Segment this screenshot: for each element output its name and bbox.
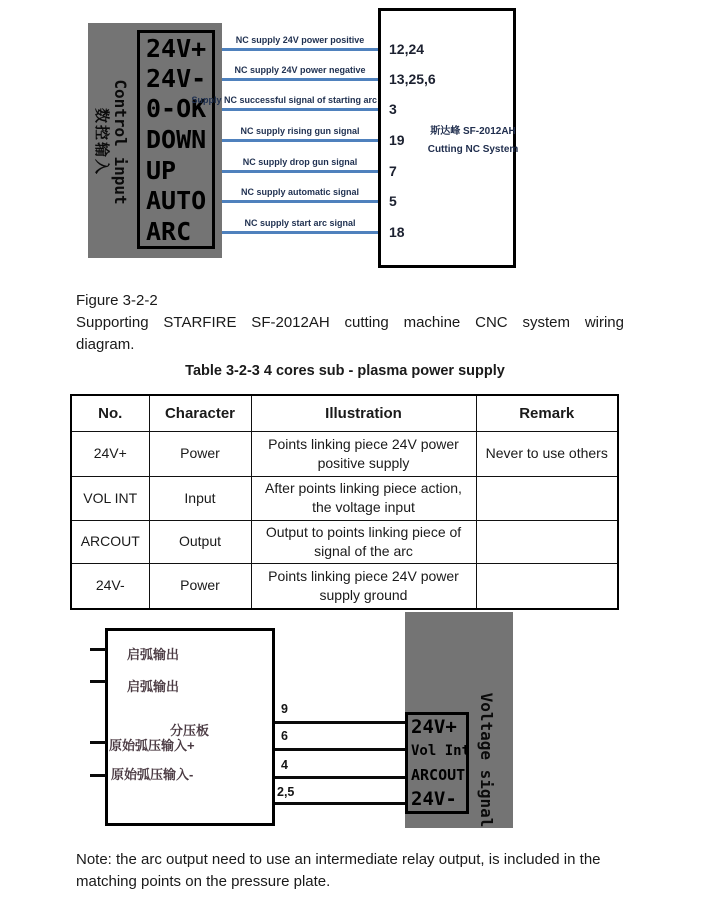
vterm-24v-minus: 24V- <box>411 788 457 810</box>
col-header-illustration: Illustration <box>251 395 476 431</box>
wire-pin-9 <box>275 721 405 724</box>
figure-top-diagram <box>0 0 724 280</box>
note-line1: Note: the arc output need to use an intermediate relay output, is included in the <box>76 851 601 868</box>
cell-illustration: After points linking piece action, the voltage input <box>251 476 476 520</box>
control-terminal-box <box>137 30 215 249</box>
figure-caption-line2: diagram. <box>76 336 135 353</box>
wire-number-6: 6 <box>281 729 288 743</box>
figure-bottom-diagram <box>0 600 724 840</box>
control-input-label-en: Control input <box>111 79 130 205</box>
wire-pin-2-5 <box>275 802 405 805</box>
terminal-auto: AUTO <box>146 186 207 215</box>
wire-label-24v-negative: NC supply 24V power negative <box>234 65 366 75</box>
wire-start-arc <box>222 231 378 234</box>
wire-pin-4 <box>275 776 405 779</box>
pin-12-24: 12,24 <box>389 41 425 57</box>
wire-24v-positive <box>222 48 378 51</box>
pin-19: 19 <box>389 132 405 148</box>
terminal-down: DOWN <box>146 125 207 154</box>
pin-18: 18 <box>389 224 405 240</box>
nc-system-box <box>378 8 519 268</box>
voltage-terminal-box <box>405 712 469 814</box>
arc-voltage-input-neg-label: 原始弧压输入- <box>111 767 194 782</box>
cell-character: Power <box>149 563 251 609</box>
cell-character: Output <box>149 520 251 563</box>
table-row <box>71 476 618 520</box>
divider-board-label: 分压板 <box>170 723 210 738</box>
note-line2: matching points on the pressure plate. <box>76 873 331 890</box>
col-header-character: Character <box>149 395 251 431</box>
pin-13-25-6: 13,25,6 <box>389 71 436 87</box>
figure-caption-line1: Supporting STARFIRE SF-2012AH cutting machine CNC system wiring <box>76 314 624 331</box>
cell-remark <box>476 476 618 520</box>
table-row <box>71 431 618 476</box>
cell-remark: Never to use others <box>476 431 618 476</box>
wire-label-drop-gun: NC supply drop gun signal <box>242 157 358 167</box>
cell-illustration: Points linking piece 24V power positive supply <box>251 431 476 476</box>
terminal-arc: ARC <box>146 217 192 246</box>
control-input-label-cn: 数控输入 <box>93 107 110 176</box>
cell-illustration: Points linking piece 24V power supply ground <box>251 563 476 609</box>
arc-output-label-1: 启弧输出 <box>127 647 180 662</box>
cell-remark <box>476 520 618 563</box>
voltage-signal-rotated-label: Voltage signal <box>477 692 496 828</box>
nc-system-name-en: Cutting NC System <box>427 144 519 155</box>
terminal-24v-plus: 24V+ <box>146 34 207 63</box>
vterm-vol-int: Vol Int <box>411 743 471 759</box>
pin-3: 3 <box>389 101 397 117</box>
stub-input-pos <box>90 741 106 744</box>
table-title: Table 3-2-3 4 cores sub - plasma power supply <box>185 363 505 379</box>
vterm-24v-plus: 24V+ <box>411 716 457 738</box>
table-header-row <box>71 395 618 431</box>
stub-output-2 <box>90 680 106 683</box>
cell-character: Power <box>149 431 251 476</box>
arc-output-label-2: 启弧输出 <box>127 679 180 694</box>
cell-no: 24V+ <box>71 431 149 476</box>
wire-label-automatic: NC supply automatic signal <box>240 187 360 197</box>
stub-output-1 <box>90 648 106 651</box>
wire-number-9: 9 <box>281 702 288 716</box>
vterm-arcout: ARCOUT <box>411 766 466 784</box>
terminal-24v-minus: 24V- <box>146 64 207 93</box>
arc-voltage-input-pos-label: 原始弧压输入+ <box>109 738 195 753</box>
cell-character: Input <box>149 476 251 520</box>
cell-no: VOL INT <box>71 476 149 520</box>
wire-pin-6 <box>275 748 405 751</box>
wire-label-24v-positive: NC supply 24V power positive <box>235 35 365 45</box>
stub-input-neg <box>90 774 106 777</box>
control-input-box <box>88 23 222 258</box>
control-input-rotated-label <box>89 42 133 242</box>
cell-no: 24V- <box>71 563 149 609</box>
voltage-signal-box <box>405 612 513 828</box>
wire-label-start-arc: NC supply start arc signal <box>244 218 356 228</box>
wire-automatic <box>222 200 378 203</box>
col-header-remark: Remark <box>476 395 618 431</box>
wire-arc-success <box>222 108 378 111</box>
wire-number-4: 4 <box>281 758 288 772</box>
terminal-0-ok: 0-OK <box>146 94 207 123</box>
pin-5: 5 <box>389 193 397 209</box>
pin-7: 7 <box>389 163 397 179</box>
wire-label-rising-gun: NC supply rising gun signal <box>240 126 360 136</box>
figure-caption-label: Figure 3-2-2 <box>76 292 158 309</box>
table-row <box>71 520 618 563</box>
cell-no: ARCOUT <box>71 520 149 563</box>
wire-drop-gun <box>222 170 378 173</box>
plasma-power-table <box>70 394 619 610</box>
nc-system-name-cn: 斯达峰 SF-2012AH <box>430 126 516 137</box>
cell-illustration: Output to points linking piece of signal of the arc <box>251 520 476 563</box>
terminal-up: UP <box>146 156 177 185</box>
wire-rising-gun <box>222 139 378 142</box>
wire-number-2-5: 2,5 <box>277 785 295 799</box>
wire-24v-negative <box>222 78 378 81</box>
col-header-no: No. <box>71 395 149 431</box>
wire-label-arc-success: Supply NC successful signal of starting arc <box>191 95 377 105</box>
